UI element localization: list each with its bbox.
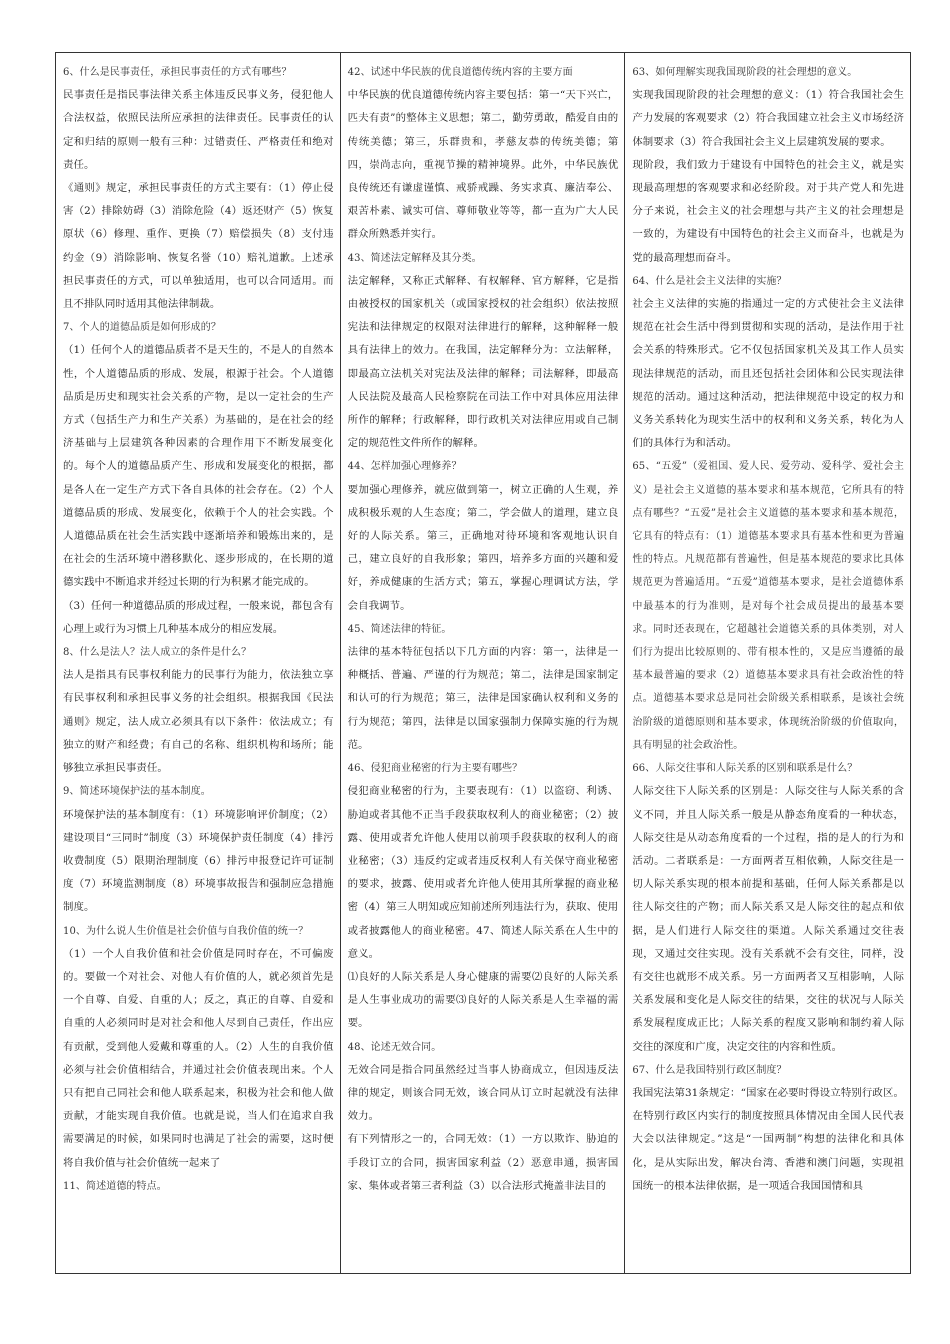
answer-paragraph: 无效合同是指合同虽然经过当事人协商成立，但因违反法律的规定，则该合同无效，该合同从订立时起就没有法律效力。 <box>347 1063 619 1123</box>
question-heading: 6、什么是民事责任，承担民事责任的方式有哪些？ <box>63 67 292 78</box>
question-heading: 45、简述法律的特征。 <box>347 623 452 635</box>
question-heading: 65、“五爱”（爱祖国、爱人民、爱劳动、爱科学、爱社会主义）是社会主义道德的基本要求和基本规范，它所具有的特点有哪些？“五爱”是社会主义道德的基本要求和基本规范，它具有的特点有：（1）道德基本要求具有基本性和更为普遍性的特点。凡规范都有普遍性，但是基本规范的要求比具体规范更为普遍适用。“五爱”道德基本要求，是社会道德体系中最基本的行为准则，是对每个社会成员提出的最基本要求。同时还表现在，它超越社会道德关系的具体类别，对人们行为提出比较原则的、带有根本性的，又是应当遵循的最基本最普遍的要求（2）道德基本要求具有社会政治性的特点。道德基本要求总是同社会阶级关系相联系，是该社会统治阶级的道德原则和基本要求，体现统治阶级的价值取向，具有明显的社会政治性。 <box>632 461 904 751</box>
column-left <box>56 53 341 1273</box>
answer-paragraph: 法人是指具有民事权利能力的民事行为能力，依法独立享有民事权利和承担民事义务的社会组织。根据我国《民法通则》规定，法人成立必须具有以下条件：依法成立；有独立的财产和经费；有自己的名称、组织机构和场所；能够独立承担民事责任。 <box>63 669 334 775</box>
column-middle <box>341 53 626 1273</box>
answer-paragraph: 实现我国现阶段的社会理想的意义：（1）符合我国社会生产力发展的客观要求（2）符合我国建立社会主义市场经济体制要求（3）符合我国社会主义上层建筑发展的要求。 <box>632 89 904 148</box>
question-heading: 8、什么是法人？法人成立的条件是什么？ <box>63 647 252 659</box>
question-heading: 63、如何理解实现我国现阶段的社会理想的意义。 <box>632 67 858 78</box>
question-heading: 7、个人的道德品质是如何形成的？ <box>63 322 221 334</box>
answer-paragraph: 社会主义法律的实施的指通过一定的方式使社会主义法律规范在社会生活中得到贯彻和实现的活动，是法作用于社会关系的特殊形式。它不仅包括国家机关及其工作人员实现法律规范的活动，而且还包括社会团体和公民实现法律规范的活动。通过这种活动，把法律规范中设定的权力和义务关系转化为现实生活中的权利和义务关系，转化为人们的具体行为和活动。 <box>632 298 904 450</box>
question-heading: 67、什么是我国特别行政区制度？ <box>632 1064 787 1076</box>
question-heading: 46、侵犯商业秘密的行为主要有哪些？ <box>347 763 523 775</box>
document-sheet <box>55 52 911 1274</box>
answer-paragraph: 环境保护法的基本制度有：（1）环境影响评价制度；（2）建设项目“三同时”制度（3）环境保护责任制度（4）排污收费制度（5）限期治理制度（6）排污申报登记许可证制度（7）环境监测制度（8）环境事故报告和强制应急措施制度。 <box>63 808 334 914</box>
answer-paragraph: 民事责任是指民事法律关系主体违反民事义务，侵犯他人合法权益，依照民法所应承担的法律责任。民事责任的认定和归结的原则一般有三种：过错责任、严格责任和绝对责任。 <box>63 89 334 171</box>
answer-paragraph: 《通则》规定，承担民事责任的方式主要有：（1）停止侵害（2）排除妨碍（3）消除危险（4）返还财产（5）恢复原状（6）修理、重作、更换（7）赔偿损失（8）支付违约金（9）消除影响、恢复名誉（10）赔礼道歉。上述承担民事责任的方式，可以单独适用，也可以合同适用。而且不排队同时适用其他法律制裁。 <box>63 182 334 311</box>
answer-paragraph: 现阶段，我们致力于建设有中国特色的社会主义，就是实现最高理想的客观要求和必经阶段。对于共产党人和先进分子来说，社会主义的社会理想与共产主义的社会理想是一致的，为建设有中国特色的社会主义而奋斗，也就是为党的最高理想而奋斗。 <box>632 158 904 264</box>
answer-paragraph: 有下列情形之一的，合同无效：（1）一方以欺诈、胁迫的手段订立的合同，损害国家利益（2）恶意串通，损害国家、集体或者第三者利益（3）以合法形式掩盖非法目的 <box>347 1133 619 1192</box>
answer-paragraph: 法定解释，又称正式解释、有权解释、官方解释，它是指由被授权的国家机关（或国家授权的社会组织）依法按照宪法和法律规定的权限对法律进行的解释，这种解释一般具有法律上的效力。在我国，法定解释分为：立法解释，即最高立法机关对宪法及法律的解释；司法解释，即最高人民法院及最高人民检察院在司法工作中对具体应用法律所作的解释；行政解释，即行政机关对法律应用或自己制定的规范性文件所作的解释。 <box>347 274 619 450</box>
answer-paragraph: 法律的基本特征包括以下几方面的内容：第一，法律是一种概括、普遍、严谨的行为规范；第二，法律是国家制定和认可的行为规范；第三，法律是国家确认权利和义务的行为规范；第四，法律是以国家强制力保障实施的行为规范。 <box>347 646 619 751</box>
answer-paragraph: 侵犯商业秘密的行为，主要表现有：（1）以盗窃、利诱、胁迫或者其他不正当手段获取权利人的商业秘密；（2）披露、使用或者允许他人使用以前项手段获取的权利人的商业秘密；（3）违反约定或者违反权利人有关保守商业秘密的要求，披露、使用或者允许他人使用其所掌握的商业秘密（4）第三人明知或应知前述所列违法行为，获取、使用或者披露他人的商业秘密。47、简述人际关系在人生中的意义。 <box>347 785 619 960</box>
question-heading: 44、怎样加强心理修养？ <box>347 461 462 473</box>
answer-paragraph: 中华民族的优良道德传统内容主要包括：第一“天下兴亡，匹夫有责”的整体主义思想；第二，勤劳勇敢，酷爱自由的传统美德；第三，乐群贵和，孝慈友恭的传统美德；第四，崇尚志向，重视节操的精神境界。此外，中华民族优良传统还有谦虚谨慎、戒骄戒躁、务实求真、廉洁奉公、艰苦朴素、诚实可信、尊师敬业等等，都一直为广大人民群众所熟悉并实行。 <box>347 89 619 241</box>
question-heading: 48、论述无效合同。 <box>347 1041 442 1053</box>
answer-paragraph: （1）一个人自我价值和社会价值是同时存在，不可偏废的。要做一个对社会、对他人有价值的人，就必须首先是一个自尊、自爱、自重的人；反之，真正的自尊、自爱和自重的人必须同时是对社会和他人尽到自己责任，作出应有贡献，受到他人爱戴和尊重的人。（2）人生的自我价值必须与社会价值相结合，并通过社会价值表现出来。个人只有把自己同社会和他人联系起来，积极为社会和他人做贡献，才能实现自我价值。也就是说，当人们在追求自我需要满足的时候，如果同时也满足了社会的需要，这时便将自我价值与社会价值统一起来了 <box>63 947 334 1169</box>
question-heading: 64、什么是社会主义法律的实施？ <box>632 275 787 287</box>
answer-paragraph: 要加强心理修养，就应做到第一，树立正确的人生观，养成积极乐观的人生态度；第二，学会做人的道理，建立良好的人际关系。第三，正确地对待环境和客观地认识自己，建立良好的自我形象；第四，培养多方面的兴趣和爱好，养成健康的生活方式；第五，掌握心理调试方法，学会自我调节。 <box>347 483 619 612</box>
question-heading: 42、试述中华民族的优良道德传统内容的主要方面 <box>347 67 573 78</box>
answer-paragraph: （3）任何一种道德品质的形成过程，一般来说，都包含有心理上或行为习惯上几种基本成分的相应发展。 <box>63 599 334 635</box>
answer-paragraph: （1）任何个人的道德品质者不是天生的，不是人的自然本性，个人道德品质的形成、发展，根源于社会。个人道德品质是历史和现实社会关系的产物，是以一定社会的生产方式（包括生产力和生产关系）为基础的，是在社会的经济基础与上层建筑各种因素的合理作用下不断发展变化的。每个人的道德品质产生、形成和发展变化的根据，都是各人在一定生产方式下各自具体的社会存在。（2）个人道德品质的形成、发展变化，依赖于个人的社会实践。个人道德品质在社会生活实践中逐渐培养和锻炼出来的，是在社会的生活环境中潜移默化、逐步形成的，在长期的道德实践中不断追求并经过长期的行为积累才能完成的。 <box>63 344 334 589</box>
answer-paragraph: 我国宪法第31条规定：“国家在必要时得设立特别行政区。在特别行政区内实行的制度按照具体情况由全国人民代表大会以法律规定。”这是“一国两制”构想的法律化和具体化，是从实际出发，解决台湾、香港和澳门问题，实现祖国统一的根本法律依据，是一项适合我国国情和具 <box>632 1086 904 1192</box>
question-heading: 11、简述道德的特点。 <box>63 1180 167 1192</box>
question-heading: 66、人际交往事和人际关系的区别和联系是什么？ <box>632 763 858 775</box>
question-heading: 9、简述环境保护法的基本制度。 <box>63 786 211 798</box>
column-right <box>625 53 910 1273</box>
answer-paragraph: 人际交往下人际关系的区别是：人际交往与人际关系的含义不同，并且人际关系一般是从静态角度看的一种状态，人际交往是从动态角度看的一个过程，指的是人的行为和活动。二者联系是：一方面两者互相依赖，人际交往是一切人际关系实现的根本前提和基础，任何人际关系都是以往人际交往的产物；而人际关系又是人际交往的起点和依据，是人们进行人际交往的渠道。人际关系通过交往表现，又通过交往实现。没有关系就不会有交往，同样，没有交往也就形不成关系。另一方面两者又互相影响，人际关系发展和变化是人际交往的结果，交往的状况与人际关系发展程度成正比；人际关系的程度又影响和制约着人际交往的深度和广度，决定交往的内容和性质。 <box>632 785 904 1053</box>
question-heading: 10、为什么说人生价值是社会价值与自我价值的统一？ <box>63 925 309 937</box>
question-heading: 43、简述法定解释及其分类。 <box>347 252 482 264</box>
answer-paragraph: ⑴良好的人际关系是人身心健康的需要⑵良好的人际关系是人生事业成功的需要⑶良好的人际关系是人生幸福的需要。 <box>347 970 619 1030</box>
